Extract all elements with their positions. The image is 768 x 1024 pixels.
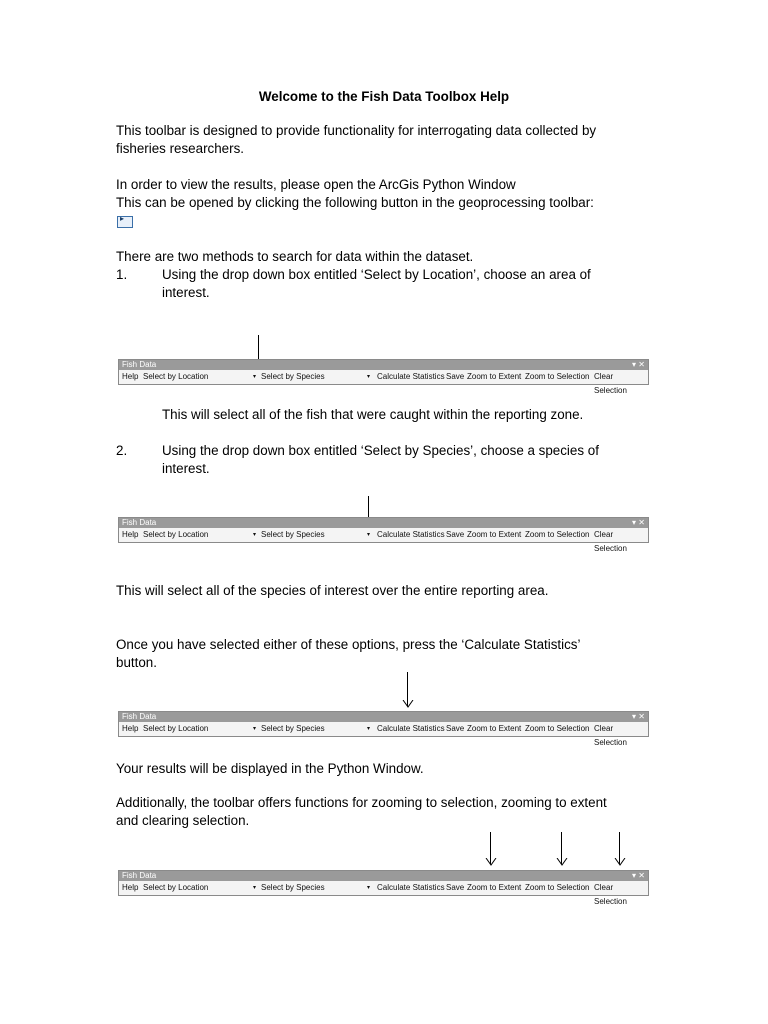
toolbar-controls[interactable]: ▾ ✕	[632, 712, 645, 721]
toolbar-controls[interactable]: ▾ ✕	[632, 871, 645, 880]
fish-data-toolbar	[118, 870, 649, 906]
chevron-down-icon[interactable]: ▾	[367, 885, 371, 891]
zoom-to-selection-button[interactable]: Zoom to Selection	[525, 883, 590, 892]
calculate-statistics-button[interactable]: Calculate Statistics	[377, 372, 445, 381]
fish-data-toolbar	[118, 359, 649, 395]
down-arrow-icon	[485, 832, 497, 866]
step2-result: This will select all of the species of interest over the entire reporting area.	[116, 583, 549, 598]
save-button[interactable]: Save	[446, 530, 465, 539]
chevron-down-icon[interactable]: ▾	[253, 532, 257, 538]
calculate-statistics-button[interactable]: Calculate Statistics	[377, 530, 445, 539]
results-text: Your results will be displayed in the Python Window.	[116, 761, 424, 776]
chevron-down-icon[interactable]: ▾	[253, 374, 257, 380]
save-button[interactable]: Save	[446, 883, 465, 892]
help-button[interactable]: Help	[122, 530, 139, 539]
step-number: 1.	[116, 267, 128, 282]
chevron-down-icon[interactable]: ▾	[367, 374, 371, 380]
zoom-text: and clearing selection.	[116, 813, 250, 828]
help-button[interactable]: Help	[122, 883, 139, 892]
toolbar-controls[interactable]: ▾ ✕	[632, 518, 645, 527]
zoom-to-extent-button[interactable]: Zoom to Extent	[467, 724, 522, 733]
step1-text: interest.	[162, 285, 210, 300]
view-text: In order to view the results, please open the ArcGis Python Window	[116, 177, 516, 192]
save-button[interactable]: Save	[446, 724, 465, 733]
intro-text: This toolbar is designed to provide functionality for interrogating data collected by	[116, 123, 597, 138]
step1-result: This will select all of the fish that were caught within the reporting zone.	[162, 407, 584, 422]
step2-text: Using the drop down box entitled ‘Select by Species’, choose a species of	[162, 443, 599, 458]
help-button[interactable]: Help	[122, 372, 139, 381]
toolbar-title: Fish Data	[119, 871, 648, 881]
down-arrow-icon	[402, 672, 414, 708]
calc-text: button.	[116, 655, 157, 670]
zoom-to-extent-button[interactable]: Zoom to Extent	[467, 530, 522, 539]
save-button[interactable]: Save	[446, 372, 465, 381]
select-by-location-dropdown[interactable]: Select by Location	[143, 530, 209, 539]
clear-selection-button[interactable]: Clear Selection	[594, 724, 627, 747]
chevron-down-icon[interactable]: ▾	[253, 726, 257, 732]
toolbar-title: Fish Data	[119, 518, 648, 528]
toolbar-title: Fish Data	[119, 360, 648, 370]
down-arrow-icon	[556, 832, 568, 866]
methods-intro: There are two methods to search for data within the dataset.	[116, 249, 474, 264]
step1-text: Using the drop down box entitled ‘Select by Location’, choose an area of	[162, 267, 591, 282]
calculate-statistics-button[interactable]: Calculate Statistics	[377, 883, 445, 892]
step-number: 2.	[116, 443, 128, 458]
toolbar-controls[interactable]: ▾ ✕	[632, 360, 645, 369]
clear-selection-button[interactable]: Clear Selection	[594, 372, 627, 395]
calc-text: Once you have selected either of these options, press the ‘Calculate Statistics’	[116, 637, 581, 652]
fish-data-toolbar	[118, 711, 649, 747]
clear-selection-button[interactable]: Clear Selection	[594, 530, 627, 553]
intro-text: fisheries researchers.	[116, 141, 245, 156]
select-by-species-dropdown[interactable]: Select by Species	[261, 724, 325, 733]
select-by-location-dropdown[interactable]: Select by Location	[143, 724, 209, 733]
zoom-text: Additionally, the toolbar offers functions for zooming to selection, zooming to extent	[116, 795, 607, 810]
fish-data-toolbar	[118, 517, 649, 553]
select-by-location-dropdown[interactable]: Select by Location	[143, 372, 209, 381]
python-window-icon[interactable]: ▸	[117, 216, 133, 228]
chevron-down-icon[interactable]: ▾	[367, 726, 371, 732]
zoom-to-extent-button[interactable]: Zoom to Extent	[467, 372, 522, 381]
zoom-to-selection-button[interactable]: Zoom to Selection	[525, 372, 590, 381]
help-button[interactable]: Help	[122, 724, 139, 733]
toolbar-title: Fish Data	[119, 712, 648, 722]
select-by-species-dropdown[interactable]: Select by Species	[261, 883, 325, 892]
clear-selection-button[interactable]: Clear Selection	[594, 883, 627, 906]
chevron-down-icon[interactable]: ▾	[367, 532, 371, 538]
zoom-to-extent-button[interactable]: Zoom to Extent	[467, 883, 522, 892]
step2-text: interest.	[162, 461, 210, 476]
view-text: This can be opened by clicking the following button in the geoprocessing toolbar:	[116, 195, 594, 210]
select-by-species-dropdown[interactable]: Select by Species	[261, 372, 325, 381]
zoom-to-selection-button[interactable]: Zoom to Selection	[525, 530, 590, 539]
select-by-location-dropdown[interactable]: Select by Location	[143, 883, 209, 892]
down-arrow-icon	[614, 832, 626, 866]
page-title: Welcome to the Fish Data Toolbox Help	[258, 89, 510, 104]
chevron-down-icon[interactable]: ▾	[253, 885, 257, 891]
select-by-species-dropdown[interactable]: Select by Species	[261, 530, 325, 539]
zoom-to-selection-button[interactable]: Zoom to Selection	[525, 724, 590, 733]
calculate-statistics-button[interactable]: Calculate Statistics	[377, 724, 445, 733]
